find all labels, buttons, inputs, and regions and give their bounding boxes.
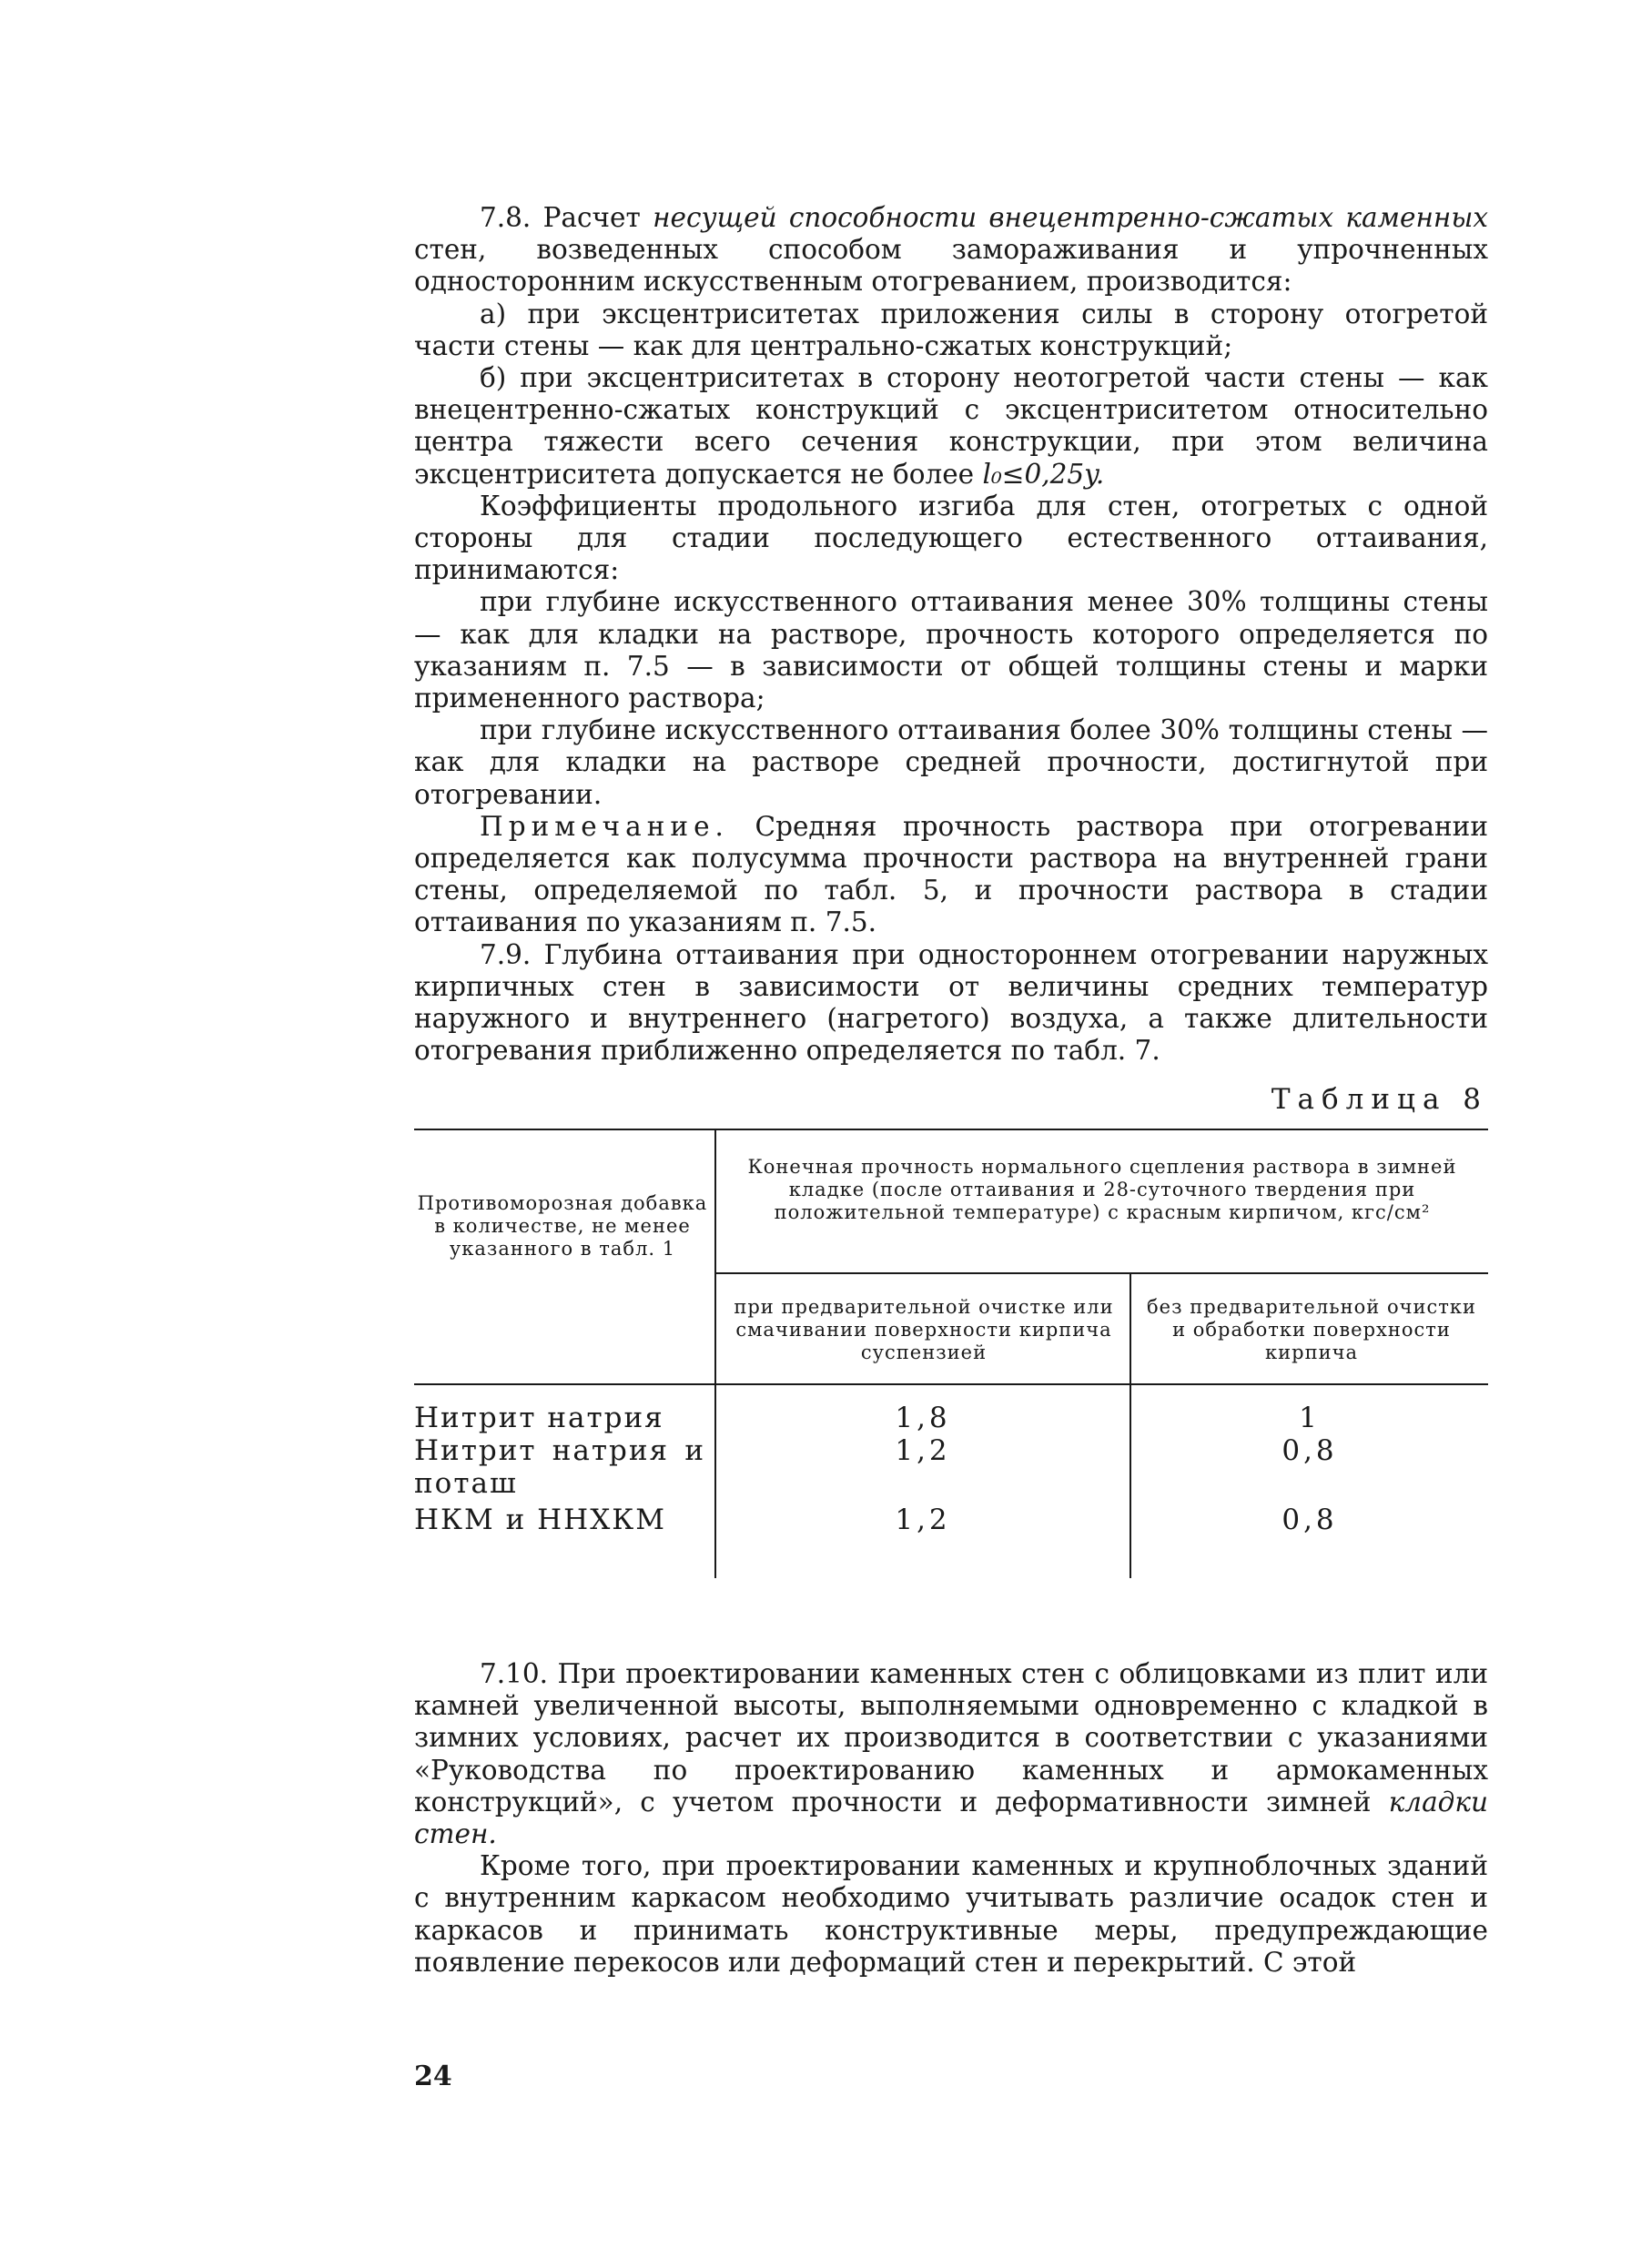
table-top-rule (414, 1129, 1488, 1130)
clause-number: 7.8. (480, 202, 532, 233)
paragraph-7-8: 7.8. Расчет несущей способности внецентренно-сжатых каменных стен, возведенных способом замораживания и упрочненных односторонним искусственным отогреванием, производится: (414, 202, 1488, 298)
table-group-rule (716, 1272, 1488, 1274)
additive-name: Нитрит натрия (414, 1402, 664, 1434)
value-with-cleaning: 1,2 (895, 1434, 951, 1467)
additive-name: Нитрит натрия и поташ (414, 1434, 705, 1500)
value-without-cleaning: 0,8 (1282, 1434, 1338, 1467)
value-with-cleaning: 1,8 (895, 1402, 951, 1434)
paragraph-frame-buildings: Кроме того, при проектировании каменных и крупноблочных зданий с внутренним каркасом необходимо учитывать различие осадок стен и каркасов и принимать конструктивные меры, предупреждающие появление перекосов или деформаций стен и перекрытий. С этой (414, 1850, 1488, 1978)
paragraph-coefficients: Коэффициенты продольного изгиба для стен, отогретых с одной стороны для стадии последующего естественного оттаивания, принимаются: (414, 490, 1488, 586)
paragraph-more-30: при глубине искусственного оттаивания более 30% толщины стены — как для кладки на растворе средней прочности, достигнутой при отогревании. (414, 714, 1488, 810)
paragraph-less-30: при глубине искусственного оттаивания менее 30% толщины стены — как для кладки на растворе, прочность которого определяется по указаниям п. 7.5 — в зависимости от общей толщины стены и марки примененного раствора; (414, 586, 1488, 714)
table-caption: Таблица 8 (1271, 1083, 1488, 1116)
paragraph-7-9: 7.9. Глубина оттаивания при одностороннем отогревании наружных кирпичных стен в зависимости от величины средних температур наружного и внутреннего (нагретого) воздуха, а также длительности отогревания приближенно определяется по табл. 7. (414, 938, 1488, 1067)
body-text-upper (414, 202, 1488, 1067)
page-number: 24 (414, 2060, 452, 2092)
paragraph-item-b: б) при эксцентриситетах в сторону неотогретой части стены — как внецентренно-сжатых конструкций с эксцентриситетом относительно центра тяжести всего сечения конструкции, при этом величина эксцентриситета допускается не более l₀≤0,25y. (414, 362, 1488, 490)
paragraph-note: Примечание. Средняя прочность раствора при отогревании определяется как полусумма прочности раствора на внутренней грани стены, определяемой по табл. 5, и прочности раствора в стадии оттаивания по указаниям п. 7.5. (414, 810, 1488, 938)
table-head-group: Конечная прочность нормального сцепления раствора в зимней кладке (после оттаивания и 28-суточного твердения при положительной температуре) с красным кирпичом, кгс/см² (747, 1156, 1457, 1223)
table-head-additive: Противоморозная добавка в количестве, не менее указанного в табл. 1 (417, 1192, 708, 1260)
paragraph-item-a: а) при эксцентриситетах приложения силы в сторону отогретой части стены — как для центрально-сжатых конструкций; (414, 298, 1488, 361)
value-with-cleaning: 1,2 (895, 1504, 951, 1536)
table-header-rule (414, 1383, 1488, 1385)
additive-name: НКМ и ННХКМ (414, 1504, 667, 1536)
formula: l₀≤0,25y. (982, 458, 1105, 490)
table-subhead-divider (1130, 1274, 1131, 1383)
body-text-lower (414, 1658, 1488, 1979)
table-head-without-cleaning: без предварительной очистки и обработки поверхности кирпича (1147, 1296, 1476, 1363)
value-without-cleaning: 1 (1299, 1402, 1321, 1434)
value-without-cleaning: 0,8 (1282, 1504, 1338, 1536)
note-label: Примечание. (480, 810, 729, 842)
table-col-divider-1 (714, 1129, 716, 1383)
paragraph-7-10: 7.10. При проектировании каменных стен с облицовками из плит или камней увеличенной высоты, выполняемыми одновременно с кладкой в зимних условиях, расчет их производится в соответствии с указаниями «Руководства по проектированию каменных и армокаменных конструкций», с учетом прочности и деформативности зимней кладки стен. (414, 1658, 1488, 1850)
table-head-with-cleaning: при предварительной очистке или смачивании поверхности кирпича суспензией (734, 1296, 1114, 1363)
